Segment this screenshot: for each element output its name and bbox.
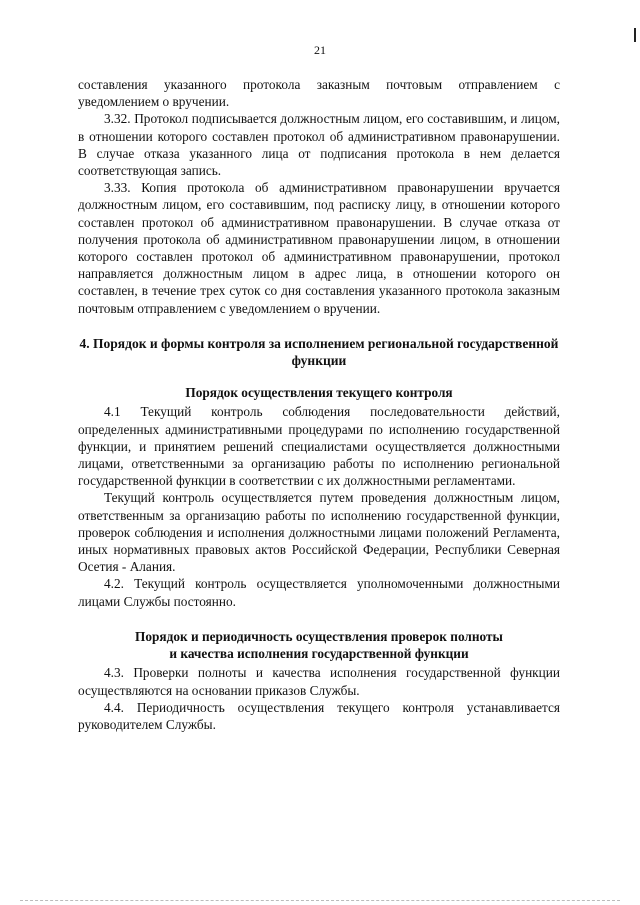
subsection-inspections-title-line2: и качества исполнения государственной функции bbox=[169, 646, 469, 662]
subsection-inspections-title bbox=[78, 628, 560, 662]
subsection-inspections-title-line1: Порядок и периодичность осуществления проверок полноты bbox=[135, 628, 503, 644]
page-number: 21 bbox=[314, 43, 326, 57]
section-4-title: 4. Порядок и формы контроля за исполнением региональной государственной функции bbox=[79, 335, 559, 369]
paragraph-4-4: 4.4. Периодичность осуществления текущего контроля устанавливается руководителем Службы. bbox=[78, 699, 560, 732]
paragraph-4-1: 4.1 Текущий контроль соблюдения последовательности действий, определенных административными процедурами по исполнению государственной функции, и принятием решений специалистами осуществляется должностными лицами, ответственными за организацию работы по исполнению региональной государственной функции в соответствии с их должностными регламентами. bbox=[78, 404, 560, 489]
scan-artifact-mark bbox=[634, 28, 636, 42]
paragraph-current-control: Текущий контроль осуществляется путем проведения должностным лицом, ответственным за организацию работы по исполнению государственной функции, проверок соблюдения и исполнения должностными лицами положений Регламента, иных нормативных правовых актов Российской Федерации, Республики Северная Осетия - Алания. bbox=[78, 490, 560, 575]
paragraph-3-32: 3.32. Протокол подписывается должностным лицом, его составившим, и лицом, в отношении которого составлен протокол об административном правонарушении. В случае отказа указанного лица от подписания протокола в нем делается соответствующая запись. bbox=[78, 111, 560, 179]
paragraph-3-33: 3.33. Копия протокола об административном правонарушении вручается должностным лицом, его составившим, под расписку лицу, в отношении которого составлен протокол об административном правонарушении. В случае отказа от получения протокола об административном правонарушении лицом, в отношении которого составлен протокол об административном правонарушении, протокол направляется должностным лицом в адрес лица, в отношении которого он составлен, в течение трех суток со дня составления указанного протокола заказным почтовым отправлением с уведомлением о вручении. bbox=[78, 180, 560, 316]
document-body bbox=[78, 76, 560, 733]
subsection-current-control-title: Порядок осуществления текущего контроля bbox=[185, 385, 453, 401]
paragraph-4-2: 4.2. Текущий контроль осуществляется уполномоченными должностными лицами Службы постоянно. bbox=[78, 576, 560, 609]
scan-footer-line bbox=[20, 900, 620, 901]
paragraph-4-3: 4.3. Проверки полноты и качества исполнения государственной функции осуществляются на основании приказов Службы. bbox=[78, 665, 560, 698]
paragraph-continuation: составления указанного протокола заказным почтовым отправлением с уведомлением о вручении. bbox=[78, 77, 560, 110]
